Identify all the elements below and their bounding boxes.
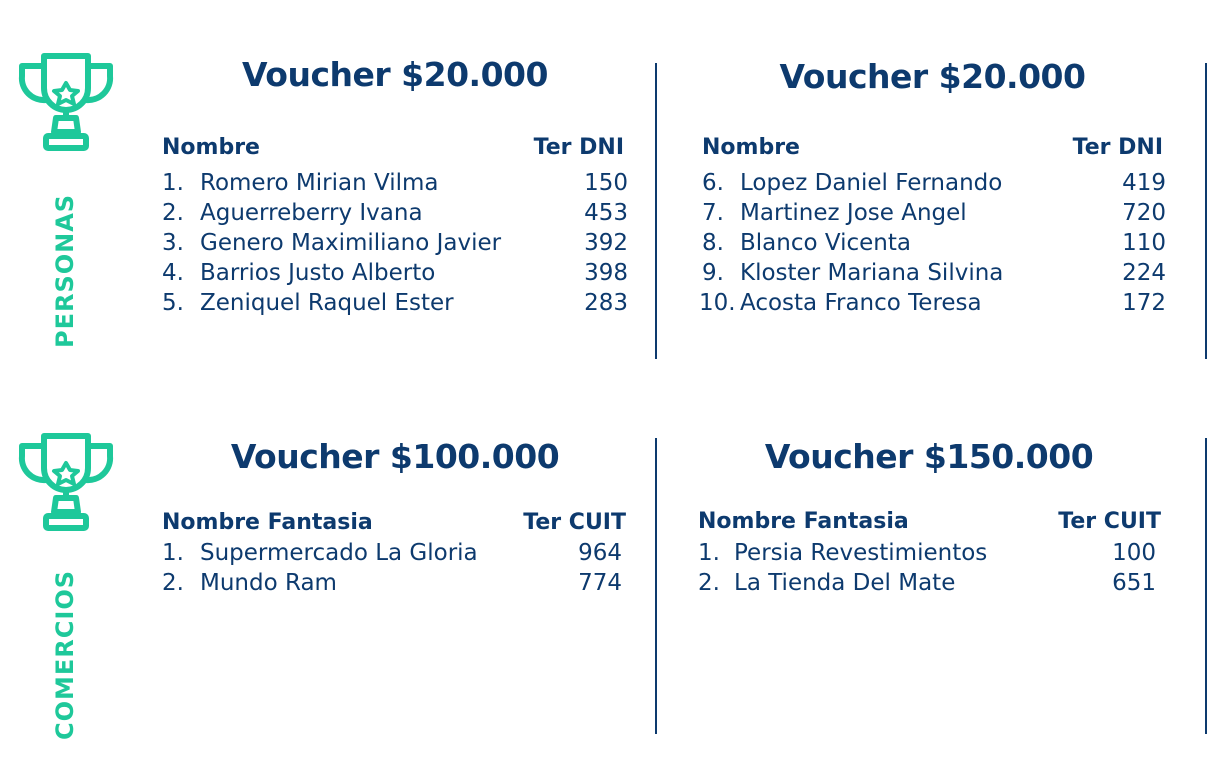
voucher-panel xyxy=(699,57,1166,337)
row-name: Acosta Franco Teresa xyxy=(740,290,982,316)
list-item xyxy=(699,260,1166,290)
list-item xyxy=(162,260,628,290)
row-ter: 720 xyxy=(1122,200,1166,226)
list-item xyxy=(699,290,1166,320)
row-number: 6. xyxy=(702,170,724,196)
row-name: Martinez Jose Angel xyxy=(740,200,967,226)
row-name: Genero Maximiliano Javier xyxy=(200,230,502,256)
row-number: 10. xyxy=(699,290,736,316)
divider xyxy=(1205,63,1207,359)
row-number: 8. xyxy=(702,230,724,256)
panel-title: Voucher $150.000 xyxy=(764,437,1094,476)
row-number: 5. xyxy=(162,290,184,316)
row-number: 1. xyxy=(698,540,720,566)
divider xyxy=(655,438,657,734)
column-header-name: Nombre xyxy=(702,135,800,160)
row-name: Mundo Ram xyxy=(200,570,337,596)
row-name: Kloster Mariana Silvina xyxy=(740,260,1004,286)
list-item xyxy=(699,230,1166,260)
list-item xyxy=(162,290,628,320)
row-number: 4. xyxy=(162,260,184,286)
row-ter: 150 xyxy=(584,170,628,196)
row-ter: 283 xyxy=(584,290,628,316)
panel-title: Voucher $20.000 xyxy=(779,57,1086,96)
row-ter: 774 xyxy=(578,570,622,596)
row-number: 1. xyxy=(162,540,184,566)
list-item xyxy=(162,570,622,600)
list-item xyxy=(699,200,1166,230)
list-item xyxy=(697,570,1156,600)
row-ter: 651 xyxy=(1112,570,1156,596)
row-ter: 398 xyxy=(584,260,628,286)
divider xyxy=(655,63,657,359)
row-number: 3. xyxy=(162,230,184,256)
row-name: Blanco Vicenta xyxy=(740,230,911,256)
section-label-comercios: COMERCIOS xyxy=(51,569,79,740)
panel-title: Voucher $20.000 xyxy=(242,55,548,94)
divider xyxy=(1205,438,1207,734)
column-header-ter: Ter DNI xyxy=(1072,135,1163,160)
row-number: 1. xyxy=(162,170,184,196)
list-item xyxy=(699,170,1166,200)
column-header-name: Nombre Fantasia xyxy=(698,509,909,534)
list-item xyxy=(162,200,628,230)
column-header-ter: Ter CUIT xyxy=(1058,509,1161,534)
row-ter: 453 xyxy=(584,200,628,226)
row-number: 9. xyxy=(702,260,724,286)
section-label-personas: PERSONAS xyxy=(51,193,79,348)
row-ter: 224 xyxy=(1122,260,1166,286)
row-name: Aguerreberry Ivana xyxy=(200,200,423,226)
column-header-name: Nombre xyxy=(162,135,260,160)
row-name: Barrios Justo Alberto xyxy=(200,260,436,286)
panel-title: Voucher $100.000 xyxy=(230,437,560,476)
voucher-panel xyxy=(162,437,628,617)
trophy-icon xyxy=(14,48,118,154)
row-ter: 392 xyxy=(584,230,628,256)
column-header-ter: Ter CUIT xyxy=(523,510,626,535)
list-item xyxy=(162,170,628,200)
row-ter: 172 xyxy=(1122,290,1166,316)
voucher-panel xyxy=(162,55,628,335)
row-ter: 964 xyxy=(578,540,622,566)
row-number: 2. xyxy=(162,200,184,226)
row-name: Lopez Daniel Fernando xyxy=(740,170,1003,196)
column-header-name: Nombre Fantasia xyxy=(162,510,373,535)
row-ter: 419 xyxy=(1122,170,1166,196)
row-name: Persia Revestimientos xyxy=(734,540,988,566)
row-name: Zeniquel Raquel Ester xyxy=(200,290,454,316)
row-ter: 110 xyxy=(1122,230,1166,256)
row-name: Romero Mirian Vilma xyxy=(200,170,439,196)
row-number: 2. xyxy=(698,570,720,596)
row-number: 2. xyxy=(162,570,184,596)
list-item xyxy=(162,540,622,570)
row-name: Supermercado La Gloria xyxy=(200,540,478,566)
column-header-ter: Ter DNI xyxy=(533,135,624,160)
trophy-icon xyxy=(14,428,118,534)
row-name: La Tienda Del Mate xyxy=(734,570,956,596)
voucher-panel xyxy=(697,437,1161,617)
list-item xyxy=(697,540,1156,570)
row-ter: 100 xyxy=(1112,540,1156,566)
list-item xyxy=(162,230,628,260)
row-number: 7. xyxy=(702,200,724,226)
